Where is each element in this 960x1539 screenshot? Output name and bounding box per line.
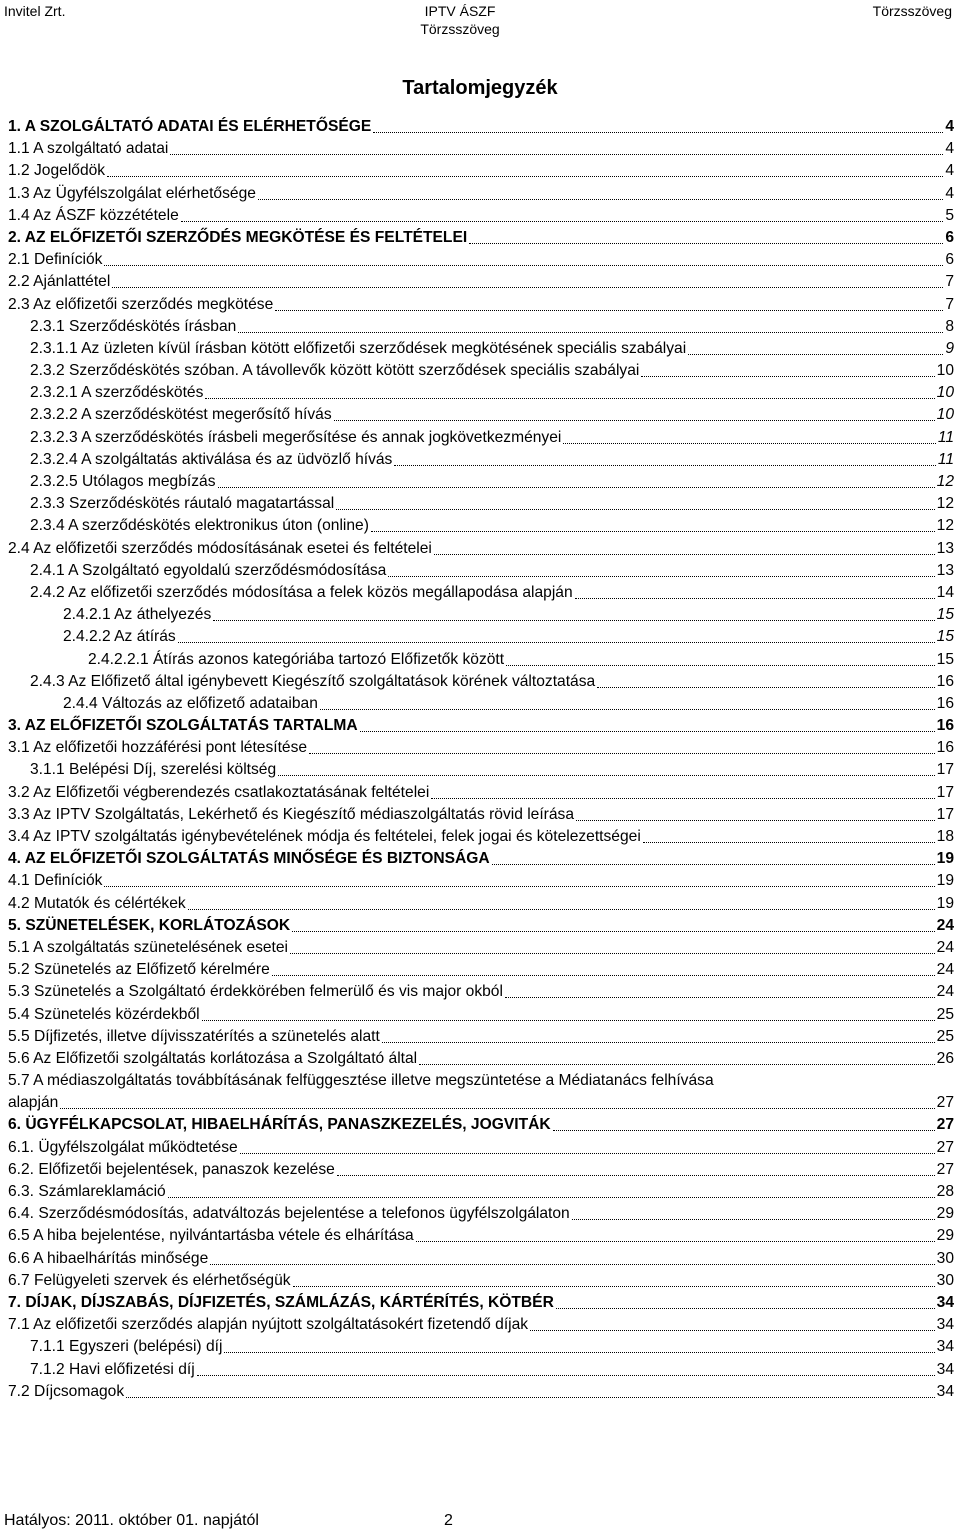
toc-entry-label: 1.2 Jogelődök <box>8 160 106 182</box>
toc-entry-label: 2.3 Az előfizetői szerződés megkötése <box>8 294 274 316</box>
toc-entry[interactable] <box>8 1292 954 1314</box>
toc-entry-label: alapján <box>8 1092 59 1114</box>
toc-entry-page: 34 <box>936 1314 954 1336</box>
toc-entry[interactable] <box>8 582 954 604</box>
toc-entry-page: 19 <box>936 870 954 892</box>
toc-entry-page: 6 <box>944 227 954 249</box>
toc-entry-label: 2.2 Ajánlattétel <box>8 271 111 293</box>
footer <box>4 1512 453 1530</box>
toc-leader-dots <box>419 1052 935 1065</box>
toc-entry-label: 6.4. Szerződésmódosítás, adatváltozás bejelentése a telefonos ügyfélszolgálaton <box>8 1203 571 1225</box>
header-doc-title: IPTV ÁSZF <box>424 3 496 19</box>
toc-entry[interactable] <box>8 604 954 626</box>
toc-entry-label: 7. DÍJAK, DÍJSZABÁS, DÍJFIZETÉS, SZÁMLÁZÁS, KÁRTÉRÍTÉS, KÖTBÉR <box>8 1292 555 1314</box>
toc-entry[interactable] <box>8 1336 954 1358</box>
toc-entry-page: 24 <box>936 981 954 1003</box>
toc-entry-label: 2.3.2.4 A szolgáltatás aktiválása és az üdvözlő hívás <box>30 449 393 471</box>
toc-entry[interactable] <box>8 915 954 937</box>
toc-entry-label: 2.4.4 Változás az előfizető adataiban <box>63 693 319 715</box>
toc-leader-dots <box>431 786 934 799</box>
toc-entry[interactable] <box>8 649 954 671</box>
toc-entry[interactable] <box>8 227 954 249</box>
footer-page-number: 2 <box>444 1512 453 1529</box>
toc-entry-label: 3. AZ ELŐFIZETŐI SZOLGÁLTATÁS TARTALMA <box>8 715 359 737</box>
toc-entry-page: 15 <box>936 626 954 648</box>
toc-leader-dots <box>278 763 934 776</box>
toc-entry-page: 19 <box>936 848 954 870</box>
toc-entry[interactable] <box>8 360 954 382</box>
toc-entry-label: 2. AZ ELŐFIZETŐI SZERZŐDÉS MEGKÖTÉSE ÉS FELTÉTELEI <box>8 227 468 249</box>
toc-entry[interactable] <box>8 1026 954 1048</box>
toc-entry[interactable] <box>8 116 954 138</box>
toc-leader-dots <box>275 298 943 311</box>
toc-leader-dots <box>60 1096 934 1109</box>
header-company: Invitel Zrt. <box>4 3 66 19</box>
toc-entry-label: 6.7 Felügyeleti szervek és elérhetőségük <box>8 1270 292 1292</box>
table-of-contents <box>8 116 954 1403</box>
toc-leader-dots <box>290 941 935 954</box>
toc-leader-dots <box>181 209 944 222</box>
toc-entry-page: 9 <box>944 338 954 360</box>
toc-entry[interactable] <box>8 294 954 316</box>
toc-leader-dots <box>218 475 935 488</box>
toc-entry-label: 2.4.3 Az Előfizető által igénybevett Kiegészítő szolgáltatások körének változtatása <box>30 671 596 693</box>
toc-entry[interactable] <box>8 1070 954 1092</box>
toc-entry-page: 27 <box>936 1137 954 1159</box>
toc-entry-page: 10 <box>936 382 954 404</box>
toc-leader-dots <box>107 164 943 177</box>
toc-entry-page: 27 <box>936 1159 954 1181</box>
toc-entry-page: 24 <box>936 959 954 981</box>
toc-entry-label: 2.3.2 Szerződéskötés szóban. A távollevők között kötött szerződések speciális szabályai <box>30 360 640 382</box>
toc-leader-dots <box>336 497 934 510</box>
toc-leader-dots <box>469 231 943 244</box>
header-document <box>0 2 920 38</box>
toc-entry-page: 17 <box>936 782 954 804</box>
toc-entry-page: 25 <box>936 1004 954 1026</box>
toc-leader-dots <box>320 697 935 710</box>
toc-entry-page: 11 <box>937 449 954 471</box>
toc-entry-page: 16 <box>936 737 954 759</box>
toc-entry-label: 6.6 A hibaelhárítás minősége <box>8 1248 209 1270</box>
toc-entry[interactable] <box>8 1159 954 1181</box>
toc-leader-dots <box>434 542 935 555</box>
toc-entry-page: 29 <box>936 1225 954 1247</box>
toc-entry[interactable] <box>8 338 954 360</box>
toc-entry-page: 34 <box>936 1359 954 1381</box>
toc-entry[interactable] <box>8 1225 954 1247</box>
toc-leader-dots <box>334 408 935 421</box>
toc-entry-label: 4.2 Mutatók és célértékek <box>8 893 187 915</box>
toc-entry[interactable] <box>8 515 954 537</box>
toc-entry-label: 2.4.2.2 Az átírás <box>63 626 177 648</box>
toc-entry-label: 2.4 Az előfizetői szerződés módosításának esetei és feltételei <box>8 538 433 560</box>
toc-entry-label: 7.1.2 Havi előfizetési díj <box>30 1359 196 1381</box>
toc-entry[interactable] <box>8 427 954 449</box>
toc-leader-dots <box>258 187 943 200</box>
toc-leader-dots <box>530 1318 935 1331</box>
toc-leader-dots <box>576 808 935 821</box>
toc-entry-label: 3.1 Az előfizetői hozzáférési pont létesítése <box>8 737 308 759</box>
toc-entry-label: 1. A SZOLGÁLTATÓ ADATAI ÉS ELÉRHETŐSÉGE <box>8 116 372 138</box>
toc-entry-label: 4. AZ ELŐFIZETŐI SZOLGÁLTATÁS MINŐSÉGE ÉS BIZTONSÁGA <box>8 848 491 870</box>
toc-entry[interactable] <box>8 316 954 338</box>
toc-entry-page: 4 <box>944 116 954 138</box>
toc-entry-page: 24 <box>936 937 954 959</box>
toc-entry-page: 7 <box>944 271 954 293</box>
toc-entry[interactable] <box>8 1048 954 1070</box>
toc-leader-dots <box>170 142 943 155</box>
toc-leader-dots <box>202 1008 935 1021</box>
toc-entry-page: 6 <box>944 249 954 271</box>
toc-entry-page: 25 <box>936 1026 954 1048</box>
toc-leader-dots <box>505 985 935 998</box>
toc-entry-label: 7.1.1 Egyszeri (belépési) díj <box>30 1336 223 1358</box>
toc-entry-label: 5.5 Díjfizetés, illetve díjvisszatérítés a szünetelés alatt <box>8 1026 381 1048</box>
toc-entry[interactable] <box>8 271 954 293</box>
toc-entry[interactable] <box>8 1203 954 1225</box>
toc-entry[interactable] <box>8 848 954 870</box>
toc-entry-page: 4 <box>944 183 954 205</box>
toc-entry[interactable] <box>8 870 954 892</box>
toc-entry-page: 34 <box>936 1336 954 1358</box>
toc-entry-page: 24 <box>936 915 954 937</box>
toc-leader-dots <box>293 1274 935 1287</box>
toc-entry[interactable] <box>8 1181 954 1203</box>
toc-entry[interactable] <box>8 183 954 205</box>
toc-entry-page: 10 <box>936 404 954 426</box>
toc-entry[interactable] <box>8 737 954 759</box>
toc-entry[interactable] <box>8 249 954 271</box>
toc-entry[interactable] <box>8 471 954 493</box>
toc-entry-label: 2.4.2.1 Az áthelyezés <box>63 604 212 626</box>
toc-entry-page: 17 <box>936 759 954 781</box>
toc-entry[interactable] <box>8 449 954 471</box>
toc-entry[interactable] <box>8 138 954 160</box>
toc-entry-page: 12 <box>936 471 954 493</box>
toc-leader-dots <box>572 1207 935 1220</box>
toc-entry-label: 6.1. Ügyfélszolgálat működtetése <box>8 1137 239 1159</box>
toc-leader-dots <box>506 653 935 666</box>
toc-entry-page: 17 <box>936 804 954 826</box>
toc-leader-dots <box>643 830 935 843</box>
toc-entry-page: 28 <box>936 1181 954 1203</box>
toc-leader-dots <box>553 1118 935 1131</box>
toc-entry-label: 2.3.2.2 A szerződéskötést megerősítő hívás <box>30 404 333 426</box>
toc-entry[interactable] <box>8 759 954 781</box>
toc-leader-dots <box>272 963 935 976</box>
toc-entry-label: 2.4.1 A Szolgáltató egyoldalú szerződésmódosítása <box>30 560 387 582</box>
toc-entry[interactable] <box>8 693 954 715</box>
toc-leader-dots <box>371 519 935 532</box>
toc-entry-label: 3.2 Az Előfizetői végberendezés csatlakoztatásának feltételei <box>8 782 430 804</box>
toc-leader-dots <box>373 120 943 133</box>
toc-leader-dots <box>168 1185 935 1198</box>
toc-leader-dots <box>394 453 935 466</box>
toc-entry[interactable] <box>8 1114 954 1136</box>
toc-entry[interactable] <box>8 893 954 915</box>
toc-leader-dots <box>382 1030 935 1043</box>
toc-entry[interactable] <box>8 1381 954 1403</box>
toc-entry[interactable] <box>8 1248 954 1270</box>
toc-entry-page: 34 <box>936 1381 954 1403</box>
toc-entry-label: 6.5 A hiba bejelentése, nyilvántartásba vétele és elhárítása <box>8 1225 415 1247</box>
toc-leader-dots <box>337 1163 935 1176</box>
toc-entry[interactable] <box>8 1270 954 1292</box>
toc-leader-dots <box>388 564 934 577</box>
toc-entry-page: 34 <box>936 1292 954 1314</box>
toc-entry-page: 30 <box>936 1248 954 1270</box>
toc-entry-page: 27 <box>936 1114 954 1136</box>
toc-entry[interactable] <box>8 782 954 804</box>
toc-entry-page: 29 <box>936 1203 954 1225</box>
toc-entry-label: 5.2 Szünetelés az Előfizető kérelmére <box>8 959 271 981</box>
toc-leader-dots <box>238 320 943 333</box>
toc-entry-page: 13 <box>936 560 954 582</box>
toc-entry[interactable] <box>8 826 954 848</box>
toc-leader-dots <box>112 275 943 288</box>
toc-leader-dots <box>126 1385 935 1398</box>
toc-entry-label: 5.7 A médiaszolgáltatás továbbításának felfüggesztése illetve megszüntetése a Médiatanács felhívása <box>8 1072 714 1090</box>
toc-entry-label: 6.3. Számlareklamáció <box>8 1181 167 1203</box>
toc-entry[interactable] <box>8 1004 954 1026</box>
toc-entry-page: 27 <box>936 1092 954 1114</box>
toc-entry[interactable] <box>8 382 954 404</box>
toc-entry-label: 5.3 Szünetelés a Szolgáltató érdekkörében felmerülő és vis major okból <box>8 981 504 1003</box>
toc-entry[interactable] <box>8 671 954 693</box>
toc-leader-dots <box>492 852 935 865</box>
header-doc-subtitle: Törzsszöveg <box>420 21 500 37</box>
toc-entry[interactable] <box>8 560 954 582</box>
toc-entry-label: 4.1 Definíciók <box>8 870 103 892</box>
toc-entry-label: 2.3.1.1 Az üzleten kívül írásban kötött előfizetői szerződések megkötésének speciális szabályai <box>30 338 687 360</box>
toc-entry-page: 18 <box>936 826 954 848</box>
toc-entry-page: 8 <box>944 316 954 338</box>
toc-entry-label: 5.1 A szolgáltatás szünetelésének esetei <box>8 937 289 959</box>
toc-entry[interactable] <box>8 937 954 959</box>
toc-entry-label: 2.3.2.3 A szerződéskötés írásbeli megerősítése és annak jogkövetkezményei <box>30 427 562 449</box>
header-section: Törzsszöveg <box>872 3 952 19</box>
toc-entry-label: 6.2. Előfizetői bejelentések, panaszok kezelése <box>8 1159 336 1181</box>
toc-entry-label: 2.3.2.1 A szerződéskötés <box>30 382 204 404</box>
toc-entry-label: 6. ÜGYFÉLKAPCSOLAT, HIBAELHÁRÍTÁS, PANASZKEZELÉS, JOGVITÁK <box>8 1114 552 1136</box>
toc-leader-dots <box>104 253 943 266</box>
toc-entry-page: 15 <box>936 604 954 626</box>
toc-entry-label: 5.4 Szünetelés közérdekből <box>8 1004 201 1026</box>
toc-entry-page: 4 <box>944 138 954 160</box>
toc-entry-page: 5 <box>944 205 954 227</box>
toc-entry[interactable] <box>8 205 954 227</box>
toc-entry[interactable] <box>8 1137 954 1159</box>
toc-entry-page: 15 <box>936 649 954 671</box>
toc-leader-dots <box>292 919 934 932</box>
toc-entry[interactable] <box>8 804 954 826</box>
toc-entry[interactable] <box>8 1092 954 1114</box>
toc-entry-label: 1.4 Az ÁSZF közzététele <box>8 205 180 227</box>
toc-entry-label: 1.1 A szolgáltató adatai <box>8 138 169 160</box>
toc-entry[interactable] <box>8 959 954 981</box>
footer-effective-date: Hatályos: 2011. október 01. napjától <box>4 1512 259 1529</box>
toc-entry[interactable] <box>8 715 954 737</box>
toc-entry-label: 5.6 Az Előfizetői szolgáltatás korlátozása a Szolgáltató által <box>8 1048 418 1070</box>
toc-leader-dots <box>224 1340 934 1353</box>
toc-leader-dots <box>360 719 935 732</box>
toc-entry-page: 7 <box>944 294 954 316</box>
toc-leader-dots <box>197 1363 935 1376</box>
toc-leader-dots <box>641 364 934 377</box>
toc-leader-dots <box>563 431 935 444</box>
toc-entry[interactable] <box>8 493 954 515</box>
toc-entry[interactable] <box>8 981 954 1003</box>
toc-entry-page: 4 <box>944 160 954 182</box>
toc-leader-dots <box>556 1296 935 1309</box>
toc-leader-dots <box>188 897 935 910</box>
toc-entry-page: 13 <box>936 538 954 560</box>
toc-entry[interactable] <box>8 404 954 426</box>
toc-leader-dots <box>688 342 943 355</box>
toc-entry-page: 19 <box>936 893 954 915</box>
toc-leader-dots <box>416 1229 935 1242</box>
toc-entry-page: 16 <box>936 715 954 737</box>
toc-leader-dots <box>178 630 935 643</box>
toc-entry-label: 3.1.1 Belépési Díj, szerelési költség <box>30 759 277 781</box>
toc-entry-label: 1.3 Az Ügyfélszolgálat elérhetősége <box>8 183 257 205</box>
toc-entry-page: 16 <box>936 671 954 693</box>
toc-entry-page: 14 <box>936 582 954 604</box>
toc-leader-dots <box>104 874 934 887</box>
page-title-text: Tartalomjegyzék <box>402 77 558 99</box>
toc-entry-label: 2.3.3 Szerződéskötés ráutaló magatartással <box>30 493 335 515</box>
toc-entry-page: 12 <box>936 493 954 515</box>
toc-entry[interactable] <box>8 1359 954 1381</box>
toc-leader-dots <box>213 608 934 621</box>
toc-entry-label: 2.4.2 Az előfizetői szerződés módosítása a felek közös megállapodása alapján <box>30 582 574 604</box>
toc-entry-label: 7.2 Díjcsomagok <box>8 1381 125 1403</box>
toc-entry-page: 10 <box>936 360 954 382</box>
toc-entry[interactable] <box>8 1314 954 1336</box>
toc-entry[interactable] <box>8 626 954 648</box>
toc-entry-label: 2.3.2.5 Utólagos megbízás <box>30 471 217 493</box>
toc-leader-dots <box>240 1141 935 1154</box>
toc-leader-dots <box>205 386 934 399</box>
toc-entry-label: 3.4 Az IPTV szolgáltatás igénybevételének módja és feltételei, felek jogai és kötelezettségei <box>8 826 642 848</box>
toc-leader-dots <box>210 1252 934 1265</box>
toc-leader-dots <box>575 586 935 599</box>
toc-entry[interactable] <box>8 160 954 182</box>
toc-entry-label: 5. SZÜNETELÉSEK, KORLÁTOZÁSOK <box>8 915 291 937</box>
toc-entry-label: 2.1 Definíciók <box>8 249 103 271</box>
toc-entry[interactable] <box>8 538 954 560</box>
page-title <box>0 77 960 100</box>
toc-entry-page: 16 <box>936 693 954 715</box>
toc-entry-label: 7.1 Az előfizetői szerződés alapján nyújtott szolgáltatásokért fizetendő díjak <box>8 1314 529 1336</box>
toc-entry-page: 26 <box>936 1048 954 1070</box>
toc-entry-label: 2.3.1 Szerződéskötés írásban <box>30 316 237 338</box>
toc-entry-label: 2.4.2.2.1 Átírás azonos kategóriába tartozó Előfizetők között <box>88 649 505 671</box>
toc-entry-page: 12 <box>936 515 954 537</box>
toc-leader-dots <box>309 741 935 754</box>
toc-entry-label: 3.3 Az IPTV Szolgáltatás, Lekérhető és Kiegészítő médiaszolgáltatás rövid leírása <box>8 804 575 826</box>
toc-entry-label: 2.3.4 A szerződéskötés elektronikus úton (online) <box>30 515 370 537</box>
toc-leader-dots <box>597 675 934 688</box>
toc-entry-page: 30 <box>936 1270 954 1292</box>
toc-entry-page: 11 <box>937 427 954 449</box>
